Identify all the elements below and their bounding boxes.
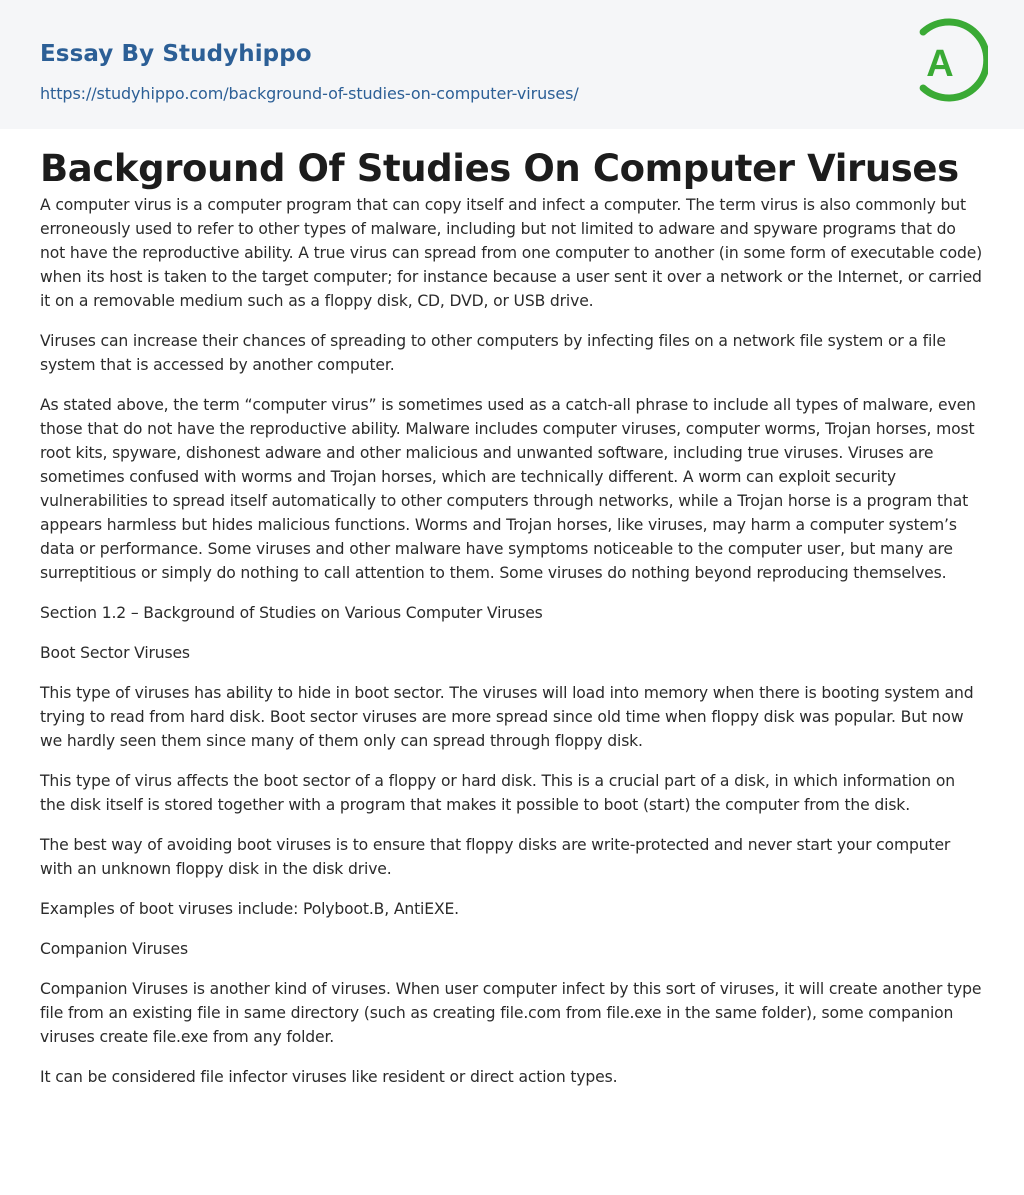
- paragraph: Examples of boot viruses include: Polyboot.B, AntiEXE.: [40, 900, 459, 918]
- page-title: Background Of Studies On Computer Viruses: [40, 147, 959, 190]
- paragraph: The best way of avoiding boot viruses is to ensure that floppy disks are write-protected and never start your computer with an unknown floppy disk in the disk drive.: [40, 836, 951, 878]
- page-header: [0, 0, 1024, 129]
- paragraph: It can be considered file infector viruses like resident or direct action types.: [40, 1068, 618, 1086]
- brand-title: Essay By Studyhippo: [40, 41, 312, 67]
- subsection-heading: Boot Sector Viruses: [40, 644, 190, 662]
- paragraph: Companion Viruses is another kind of viruses. When user computer infect by this sort of viruses, it will create another type file from an existing file in same directory (such as creating file.com from file.exe in the same folder), some companion viruses create file.exe from any folder.: [40, 980, 982, 1046]
- subsection-heading: Companion Viruses: [40, 940, 188, 958]
- article: [0, 129, 1024, 1089]
- studyhippo-logo-icon[interactable]: [912, 18, 988, 106]
- source-url-link[interactable]: https://studyhippo.com/background-of-studies-on-computer-viruses/: [40, 84, 579, 103]
- logo-letter: A: [926, 43, 954, 85]
- paragraph: This type of viruses has ability to hide in boot sector. The viruses will load into memory when there is booting system and trying to read from hard disk. Boot sector viruses are more spread since old time when floppy disk was popular. But now we hardly seen them since many of them only can spread through floppy disk.: [40, 684, 974, 750]
- paragraph: As stated above, the term “computer virus” is sometimes used as a catch-all phrase to include all types of malware, even those that do not have the reproductive ability. Malware includes computer viruses, computer worms, Trojan horses, most root kits, spyware, dishonest adware and other malicious and unwanted software, including true viruses. Viruses are sometimes confused with worms and Trojan horses, which are technically different. A worm can exploit security vulnerabilities to spread itself automatically to other computers through networks, while a Trojan horse is a program that appears harmless but hides malicious functions. Worms and Trojan horses, like viruses, may harm a computer system’s data or performance. Some viruses and other malware have symptoms noticeable to the computer user, but many are surreptitious or simply do nothing to call attention to them. Some viruses do nothing beyond reproducing themselves.: [40, 396, 976, 582]
- paragraph: Viruses can increase their chances of spreading to other computers by infecting files on a network file system or a file system that is accessed by another computer.: [40, 332, 946, 374]
- paragraph: A computer virus is a computer program that can copy itself and infect a computer. The term virus is also commonly but erroneously used to refer to other types of malware, including but not limited to adware and spyware programs that do not have the reproductive ability. A true virus can spread from one computer to another (in some form of executable code) when its host is taken to the target computer; for instance because a user sent it over a network or the Internet, or carried it on a removable medium such as a floppy disk, CD, DVD, or USB drive.: [40, 196, 983, 310]
- section-heading: Section 1.2 – Background of Studies on Various Computer Viruses: [40, 604, 543, 622]
- paragraph: This type of virus affects the boot sector of a floppy or hard disk. This is a crucial part of a disk, in which information on the disk itself is stored together with a program that makes it possible to boot (start) the computer from the disk.: [40, 772, 955, 814]
